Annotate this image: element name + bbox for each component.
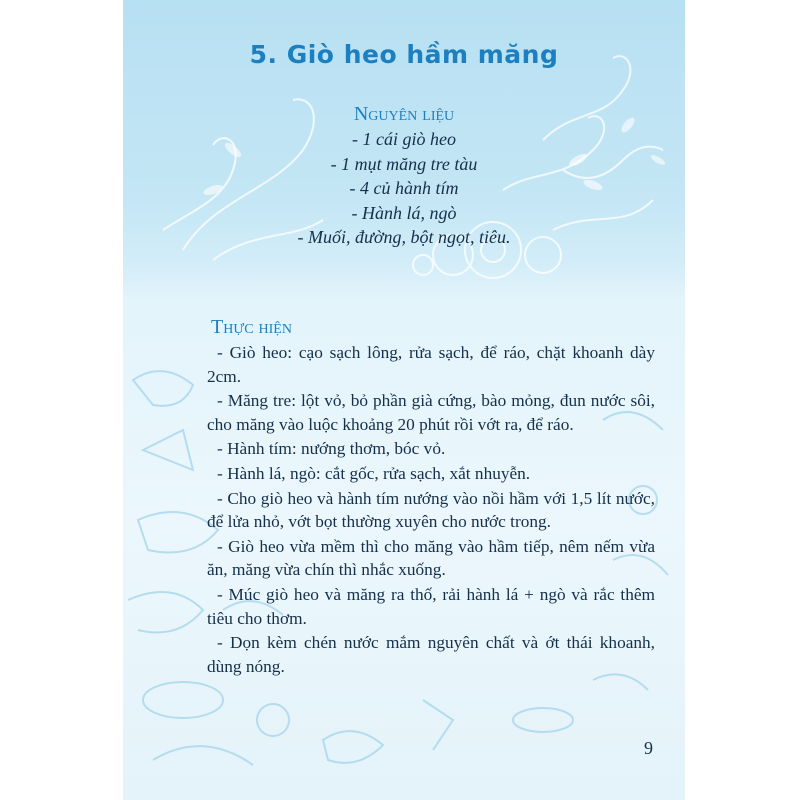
step-paragraph: - Giò heo vừa mềm thì cho măng vào hầm tiếp, nêm nếm vừa ăn, măng vừa chín thì nhắc xuống.: [207, 536, 655, 580]
recipe-title: 5. Giò heo hầm măng: [249, 40, 559, 69]
ingredient-item: - 1 mụt măng tre tàu: [330, 153, 478, 174]
step-paragraph: - Hành tím: nướng thơm, bóc vỏ.: [217, 439, 446, 459]
step-paragraph: - Múc giò heo và măng ra thố, rải hành lá + ngò và rắc thêm tiêu cho thơm.: [207, 584, 655, 628]
step-paragraph: - Hành lá, ngò: cắt gốc, rửa sạch, xắt nhuyễn.: [217, 463, 531, 483]
page-number: 9: [644, 738, 653, 758]
ingredient-item: - Hành lá, ngò: [351, 202, 457, 223]
book-page: [123, 0, 685, 800]
ingredient-item: - 1 cái giò heo: [352, 129, 456, 149]
ingredient-item: - Muối, đường, bột ngọt, tiêu.: [297, 227, 511, 247]
steps-heading: Thực hiện: [211, 316, 292, 338]
step-paragraph: - Cho giò heo và hành tím nướng vào nồi hầm với 1,5 lít nước, để lửa nhỏ, vớt bọt thường xuyên cho nước trong.: [207, 488, 655, 532]
step-paragraph: - Dọn kèm chén nước mắm nguyên chất và ớt thái khoanh, dùng nóng.: [207, 633, 655, 676]
ingredient-item: - 4 củ hành tím: [349, 178, 459, 198]
ingredients-heading: Nguyên liệu: [353, 103, 455, 125]
ingredients-list: [123, 127, 685, 250]
step-paragraph: - Giò heo: cạo sạch lông, rửa sạch, để ráo, chặt khoanh dày 2cm.: [207, 343, 655, 386]
step-paragraph: - Măng tre: lột vỏ, bỏ phần già cứng, bào mỏng, đun nước sôi, cho măng vào luộc khoảng 20 phút rồi vớt ra, để ráo.: [207, 391, 655, 434]
steps-list: [207, 341, 655, 679]
